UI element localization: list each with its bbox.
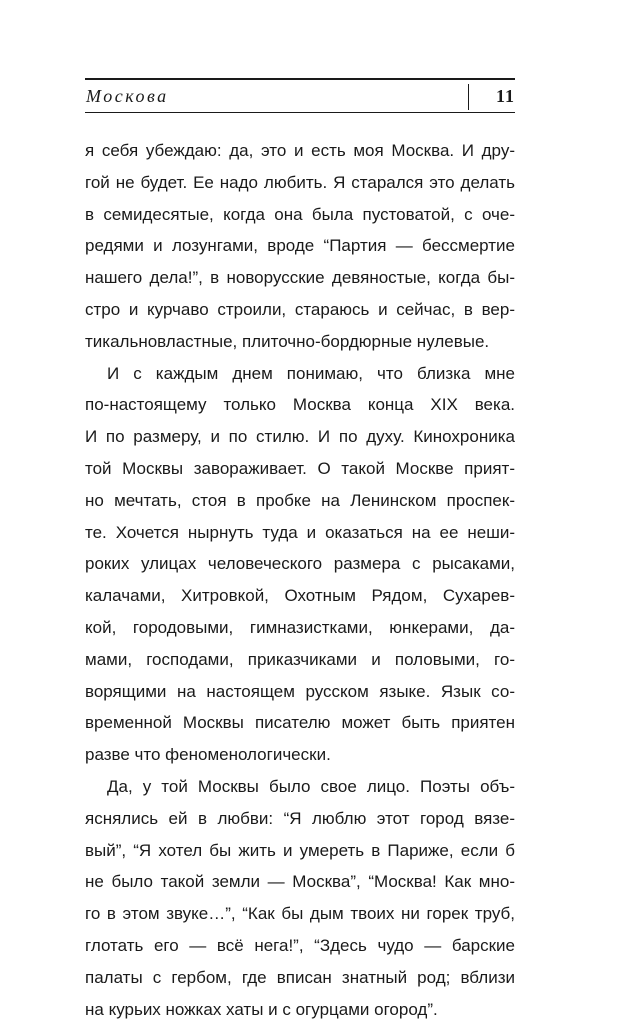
text-line: нашего дела!”, в новорусские девяностые, когда бы- (85, 268, 515, 288)
text-line: яснялись ей в любви: “Я люблю этот город вязе- (85, 808, 515, 828)
text-line: но мечтать, стоя в пробке на Ленинском проспек- (85, 490, 515, 510)
text-line: я себя убеждаю: да, это и есть моя Москва. И дру- (85, 141, 515, 160)
text-line: мами, господами, приказчиками и половыми, го- (85, 649, 515, 669)
page-number: 11 (495, 86, 515, 106)
text-line: гой не будет. Ее надо любить. Я старался это делать (85, 172, 515, 192)
text-line: го в этом звуке…”, “Как бы дым твоих ни горек труб, (85, 904, 515, 924)
header-divider (468, 84, 469, 110)
running-title: Москова (86, 86, 169, 106)
text-line: палаты с гербом, где вписан знатный род; вблизи (85, 967, 515, 987)
body-text (85, 135, 515, 1025)
text-line: той Москвы завораживает. О такой Москве прият- (85, 458, 515, 478)
text-line: кой, городовыми, гимназистками, юнкерами, да- (85, 617, 515, 637)
text-line: разве что феноменологически. (85, 745, 331, 765)
text-line: калачами, Хитровкой, Охотным Рядом, Сухарев- (85, 586, 515, 606)
text-line: не было такой земли — Москва”, “Москва! Как мно- (85, 872, 515, 892)
text-line: Да, у той Москвы было свое лицо. Поэты объ- (107, 776, 515, 796)
running-header (85, 74, 515, 118)
text-line: те. Хочется нырнуть туда и оказаться на ее неши- (85, 522, 515, 542)
text-line: на курьих ножках хаты и с огурцами огород”. (85, 999, 438, 1019)
text-line: вый”, “Я хотел бы жить и умереть в Париже, если б (85, 840, 515, 860)
text-line: временной Москвы писателю может быть приятен (85, 713, 515, 733)
text-line: И по размеру, и по стилю. И по духу. Кинохроника (85, 427, 515, 447)
text-line: в семидесятые, когда она была пустоватой, с оче- (85, 204, 515, 224)
header-top-rule (85, 78, 515, 80)
text-line: роких улицах человеческого размера с рысаками, (85, 554, 515, 574)
text-line: тикальновластные, плиточно-бордюрные нулевые. (85, 331, 490, 351)
text-line: по-настоящему только Москва конца XIX века. (85, 395, 515, 415)
text-line: стро и курчаво строили, стараюсь и сейчас, в вер- (85, 299, 515, 319)
header-bottom-rule (85, 112, 515, 113)
text-line: ворящими на настоящем русском языке. Язык со- (85, 681, 515, 701)
text-line: И с каждым днем понимаю, что близка мне (107, 363, 515, 383)
text-line: редями и лозунгами, вроде “Партия — бессмертие (85, 236, 515, 256)
text-line: глотать его — всё нега!”, “Здесь чудо — барские (85, 935, 515, 955)
